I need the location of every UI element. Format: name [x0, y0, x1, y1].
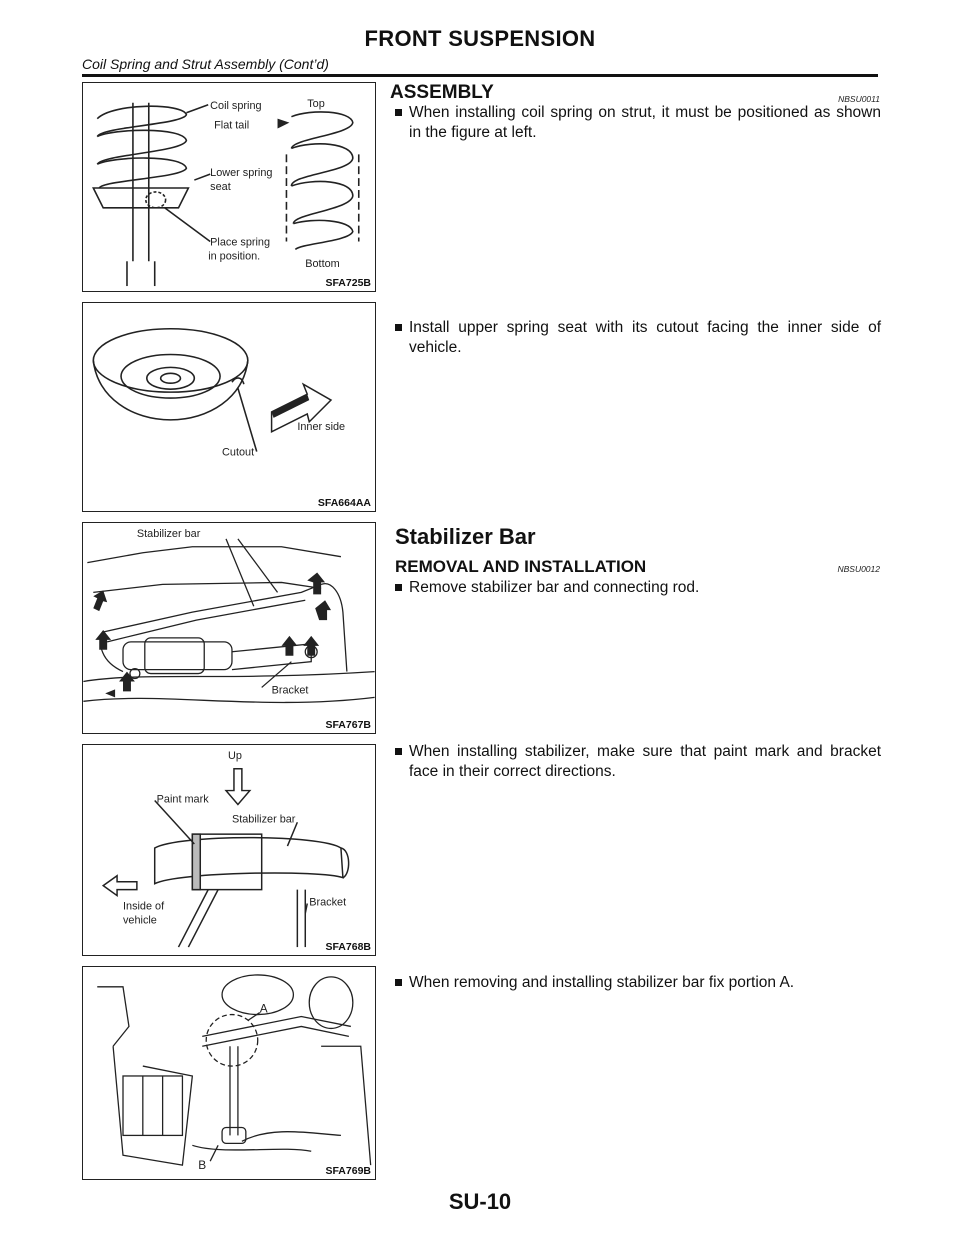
- paint-mark-illustration: [83, 745, 375, 955]
- figure-coil-spring: [82, 82, 376, 292]
- bullet-marker: [395, 109, 402, 116]
- label-place-spring-1: Place spring: [210, 236, 271, 249]
- page-number: SU-10: [448, 1189, 512, 1214]
- figure-code: SFA769B: [325, 1165, 371, 1177]
- bullet-marker: [395, 324, 402, 331]
- header-rule: [82, 74, 878, 77]
- section-heading-stabilizer: Stabilizer Bar: [395, 524, 536, 549]
- label-bracket: Bracket: [271, 684, 309, 697]
- label-lower-spring-1: Lower spring: [210, 167, 273, 180]
- label-bottom: Bottom: [305, 258, 340, 271]
- label-up: Up: [228, 749, 242, 762]
- label-stabilizer-bar: Stabilizer bar: [136, 527, 201, 540]
- figure-paint-mark: [82, 744, 376, 956]
- bullet-marker: [395, 979, 402, 986]
- label-inside-1: Inside of: [123, 900, 165, 913]
- label-inner-side: Inner side: [297, 420, 346, 433]
- figure-fix-portion: [82, 966, 376, 1180]
- label-coil-spring: Coil spring: [210, 99, 262, 112]
- bullet-stabilizer-3: When removing and installing stabilizer bar fix portion A.: [395, 973, 881, 993]
- label-lower-spring-2: seat: [210, 180, 231, 193]
- label-paint-mark: Paint mark: [156, 793, 209, 806]
- label-place-spring-2: in position.: [208, 250, 261, 263]
- bullet-assembly-2: Install upper spring seat with its cutout facing the inner side of vehicle.: [395, 318, 881, 357]
- figure-stabilizer-removal: [82, 522, 376, 734]
- bullet-stabilizer-1: Remove stabilizer bar and connecting rod.: [395, 578, 881, 598]
- figure-code: SFA725B: [325, 277, 371, 289]
- label-stabilizer-bar: Stabilizer bar: [231, 813, 296, 826]
- label-flat-tail: Flat tail: [214, 119, 250, 132]
- subheading-removal-installation: REMOVAL AND INSTALLATION: [395, 557, 647, 576]
- coil-spring-illustration: [83, 83, 375, 291]
- section-code-stabilizer: NBSU0012: [837, 564, 880, 574]
- fix-portion-illustration: [83, 967, 375, 1179]
- figure-code: SFA768B: [325, 941, 371, 953]
- page-title: FRONT SUSPENSION: [364, 26, 596, 51]
- page-subtitle: Coil Spring and Strut Assembly (Cont’d): [82, 56, 329, 72]
- bullet-marker: [395, 748, 402, 755]
- stabilizer-removal-illustration: [83, 523, 375, 733]
- figure-code: SFA767B: [325, 719, 371, 731]
- bullet-stabilizer-2: When installing stabilizer, make sure that paint mark and bracket face in their correct directions.: [395, 742, 881, 781]
- figure-upper-spring-seat: [82, 302, 376, 512]
- label-top: Top: [307, 97, 325, 110]
- label-a: A: [259, 1001, 268, 1016]
- label-cutout: Cutout: [222, 446, 255, 459]
- section-code-assembly: NBSU0011: [838, 94, 880, 104]
- upper-spring-seat-illustration: [83, 303, 375, 511]
- bullet-marker: [395, 584, 402, 591]
- bullet-assembly-1: When installing coil spring on strut, it must be positioned as shown in the figure at left.: [395, 103, 881, 142]
- label-b: B: [198, 1158, 207, 1173]
- figure-code: SFA664AA: [317, 497, 371, 509]
- label-bracket: Bracket: [309, 896, 347, 909]
- section-heading-assembly: ASSEMBLY: [390, 82, 494, 103]
- label-inside-2: vehicle: [123, 914, 157, 927]
